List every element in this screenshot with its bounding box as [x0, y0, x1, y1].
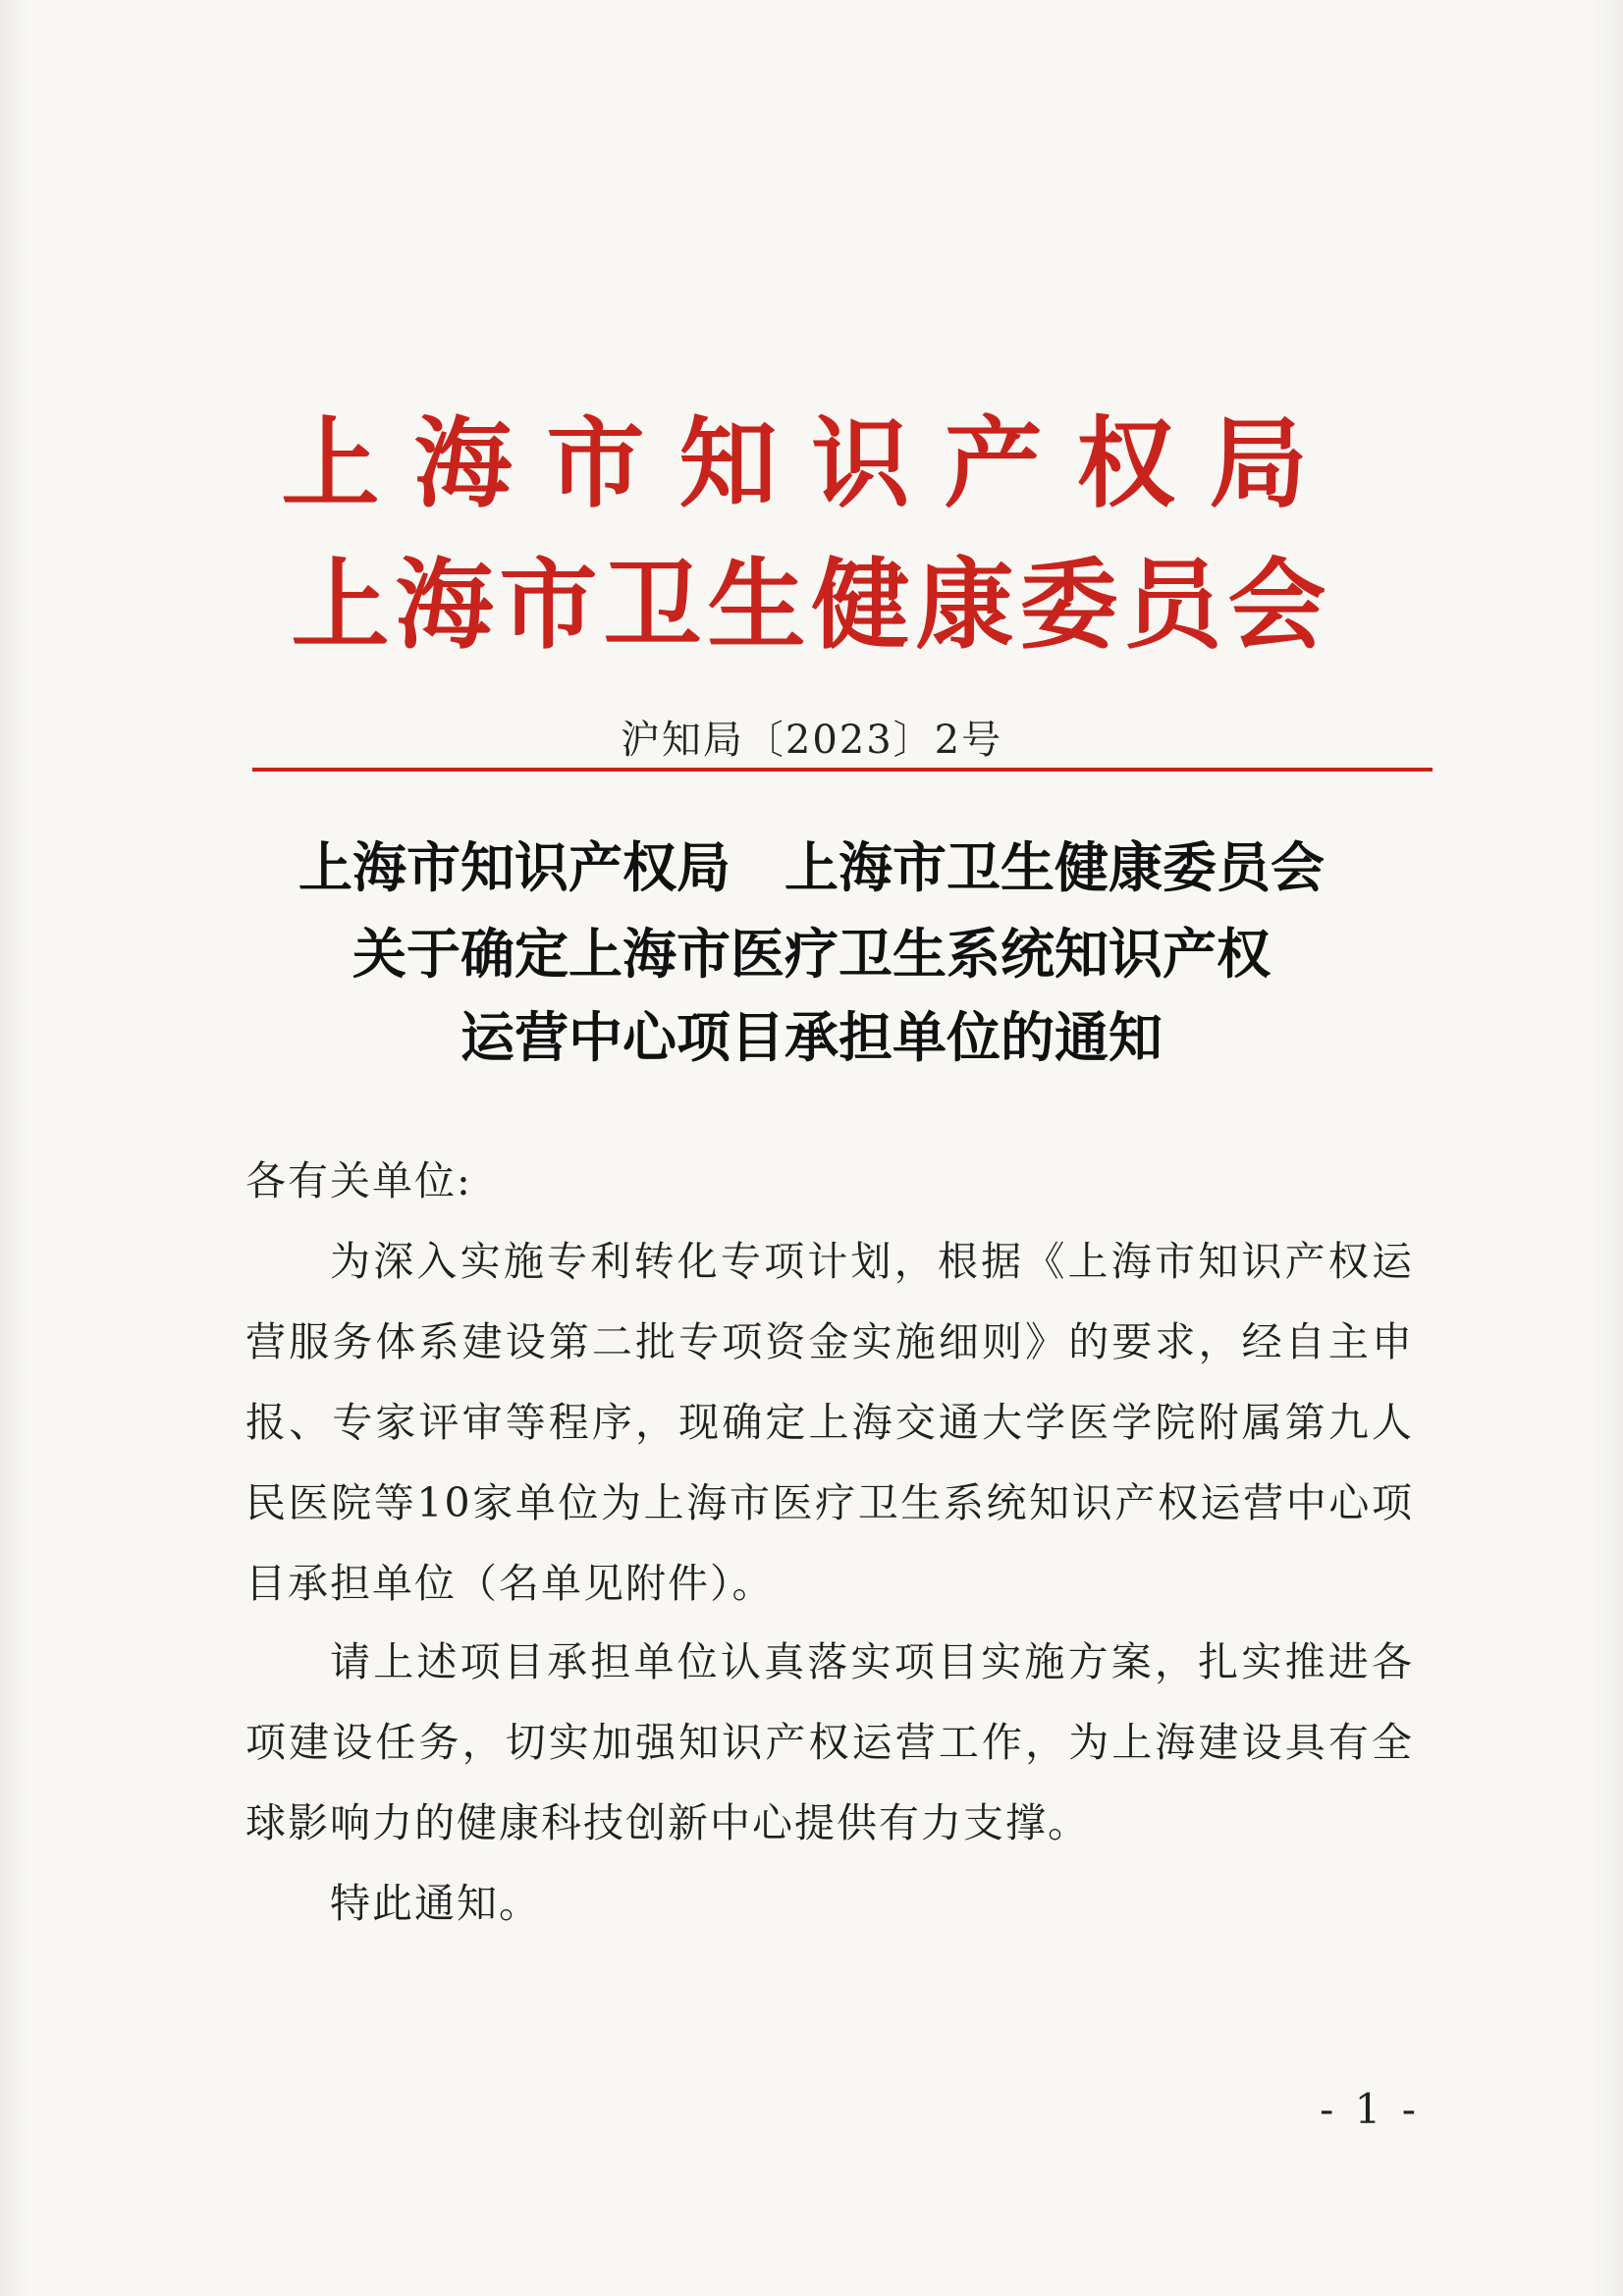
title-line-1: 上海市知识产权局 上海市卫生健康委员会 — [298, 836, 1325, 899]
closing-line: 特此通知。 — [330, 1880, 541, 1927]
document-number: 沪知局〔2023〕2号 — [620, 718, 1003, 763]
salutation: 各有关单位: — [245, 1157, 472, 1204]
letterhead-health-commission: 上海市卫生健康委员会 — [291, 547, 1332, 663]
title-line-2: 关于确定上海市医疗卫生系统知识产权 — [352, 923, 1271, 986]
letterhead-ip-office: 上海市知识产权局 — [281, 405, 1342, 521]
title-line-3: 运营中心项目承担单位的通知 — [460, 1006, 1163, 1069]
red-divider-line — [252, 768, 1433, 772]
body-paragraph-2: 请上述项目承担单位认真落实项目实施方案，扎实推进各项建设任务，切实加强知识产权运营工作，为上海建设具有全球影响力的健康科技创新中心提供有力支撑。 — [245, 1638, 1414, 1846]
body-paragraph-1: 为深入实施专利转化专项计划，根据《上海市知识产权运营服务体系建设第二批专项资金实施细则》的要求，经自主申报、专家评审等程序，现确定上海交通大学医学院附属第九人民医院等10家单位为上海市医疗卫生系统知识产权运营中心项目承担单位（名单见附件）。 — [245, 1238, 1414, 1607]
page-number: - 1 - — [1320, 2085, 1420, 2133]
